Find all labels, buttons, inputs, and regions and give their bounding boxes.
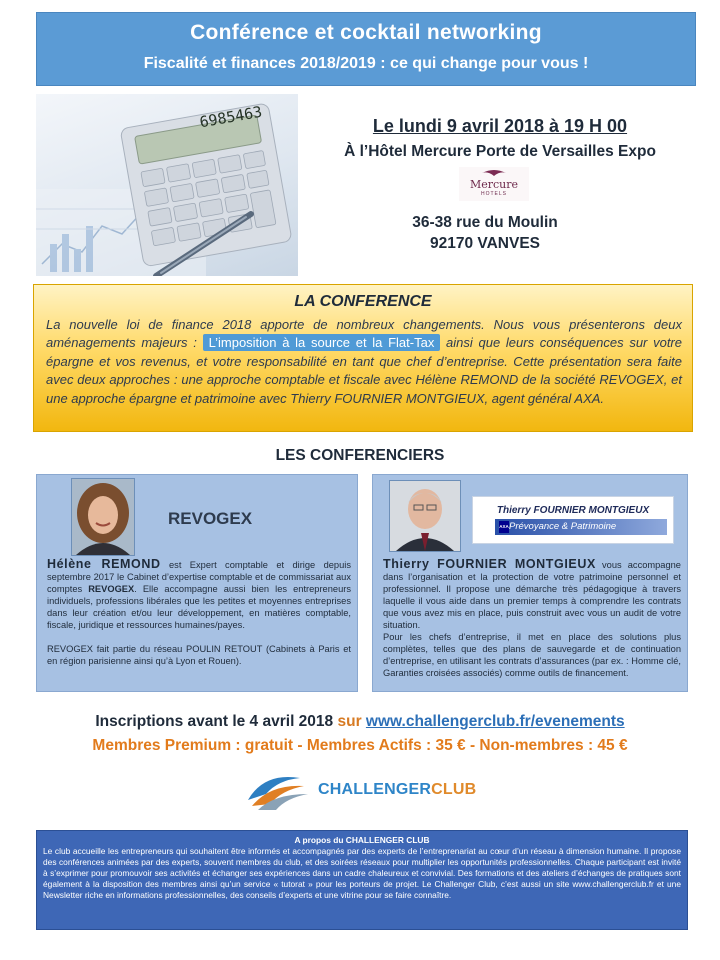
axa-agent-logo [472,496,674,544]
about-footer [36,830,688,930]
challengerclub-swoosh-icon [244,770,318,812]
conference-text [46,316,682,408]
registration-deadline: Inscriptions avant le 4 avril 2018 [95,713,334,730]
conference-box [33,284,693,432]
conference-title: LA CONFERENCE [294,293,432,310]
speaker-bio-remond-company: REVOGEX [88,584,135,594]
event-date: Le lundi 9 avril 2018 à 19 H 00 [372,116,628,136]
speakers-heading: LES CONFERENCIERS [275,447,445,464]
registration-link[interactable]: www.challengerclub.fr/evenements [365,713,625,730]
axa-logo-agent-name: Thierry FOURNIER MONTGIEUX [496,505,650,516]
event-address [380,212,590,254]
registration-line [0,713,720,731]
registration-sur: sur [337,713,362,730]
speaker-bio-remond-network: REVOGEX fait partie du réseau POULIN RETOUT (Cabinets à Paris et en région parisienne ainsi qu’à Lyon et Rouen). [47,644,351,666]
speaker-bio-fournier-part1: vous accompagne dans l’organisation et la protection de votre patrimoine personnel et professionnel. Il propose une démarche très pédagogique à travers laquelle il vous aide dans un premier temps à comprendre les contrats que vous avez mis en place, puis construit avec vous un audit de votre situation. [383,560,681,630]
address-street: 36-38 rue du Moulin [412,214,558,231]
club-name-part1: CHALLENGER [318,781,432,798]
speaker-bio-fournier [383,558,681,679]
event-venue: À l’Hôtel Mercure Porte de Versailles Expo [344,143,656,160]
challengerclub-name [318,781,476,799]
club-name-part2: CLUB [431,781,477,798]
conference-highlight: L’imposition à la source et la Flat-Tax [203,334,441,351]
address-city: 92170 VANVES [430,235,540,252]
axa-logo-banner [495,519,667,535]
footer-body: Le club accueille les entrepreneurs qui souhaitent être informés et accompagnés par des experts de l’entreprenariat au cœur d’un réseau à dimension humaine. Il propose des conférences animées par des experts, souvent membres du club, et des soirées réseaux pour multiplier les opportunités professionnelles. Chaque participant est invité à s’exprimer pour promouvoir ses activités et échanger ses expériences dans un cadre chaleureux et convivial. Des formations et des ateliers d’échanges de pratiques sont également à la disposition des membres ainsi qu’un service « tutorat » pour les porteurs de projet. Le Challenger Club, c’est aussi un site www.challengerclub.fr et une Newsletter riche en informations professionnelles, des conseils d’experts et une vitrine pour se faire connaître. [43,845,681,900]
axa-icon: AXA [499,521,509,533]
mercure-logo-text: Mercure [469,178,519,191]
speaker-card-fournier [372,474,688,692]
conference-text-rest: ainsi que leurs conséquences sur votre épargne et vos revenus, et votre responsabilité en tant que chef d’entreprise. Cette présentation sera faite avec deux approches : une approche comptable et fiscale avec Hélène REMOND de la société REVOGEX, et une approche épargne et patrimoine avec Thierry FOURNIER MONTGIEUX, agent général AXA. [46,335,682,406]
speaker-photo-fournier [389,480,461,552]
calculator-photo [36,94,298,276]
registration-prices: Membres Premium : gratuit - Membres Actifs : 35 € - Non-membres : 45 € [92,737,628,754]
speaker-card-remond [36,474,358,692]
speaker-bio-fournier-part2: Pour les chefs d’entreprise, il met en place des solutions plus complètes, telles que des plans de sauvegarde et de continuation d’entreprise, en utilisant les contrats d’assurances (par ex. : Homme clé, Garanties croisées associés) comme outils de financement. [383,632,681,678]
axa-logo-tagline: Prévoyance & Patrimoine [509,521,617,532]
mercure-logo [459,167,529,201]
event-title: Conférence et cocktail networking [190,21,542,44]
speaker-bio-remond [47,558,351,667]
speaker-name-fournier: Thierry FOURNIER MONTGIEUX [383,557,596,571]
event-subtitle: Fiscalité et finances 2018/2019 : ce qui change pour vous ! [143,55,589,72]
speaker-photo-remond [71,478,135,556]
speaker-bio-remond-part2: . Elle accompagne aussi bien les entrepreneurs individuels, professions libérales que les petites et moyennes entreprises dans leur création et/ou leur développement, en matières comptable, fiscale, juridique et ressources humaines/payes. [47,584,351,630]
header-banner [36,12,696,86]
speaker-name-remond: Hélène REMOND [47,557,161,571]
conference-text-intro: La nouvelle loi de finance 2018 apporte de nombreux changements. Nous vous présenterons deux aménagements majeurs : [46,317,682,351]
calculator-display: 6985463 [198,102,264,132]
event-info [320,116,680,161]
footer-title: A propos du CHALLENGER CLUB [294,835,430,845]
speaker-company-revogex: REVOGEX [168,509,253,528]
speaker-bio-remond-part1: est Expert comptable et dirige depuis septembre 2017 le Cabinet d’expertise comptable et de commissariat aux comptes [47,560,351,594]
mercure-logo-sub: HOTELS [480,191,507,197]
